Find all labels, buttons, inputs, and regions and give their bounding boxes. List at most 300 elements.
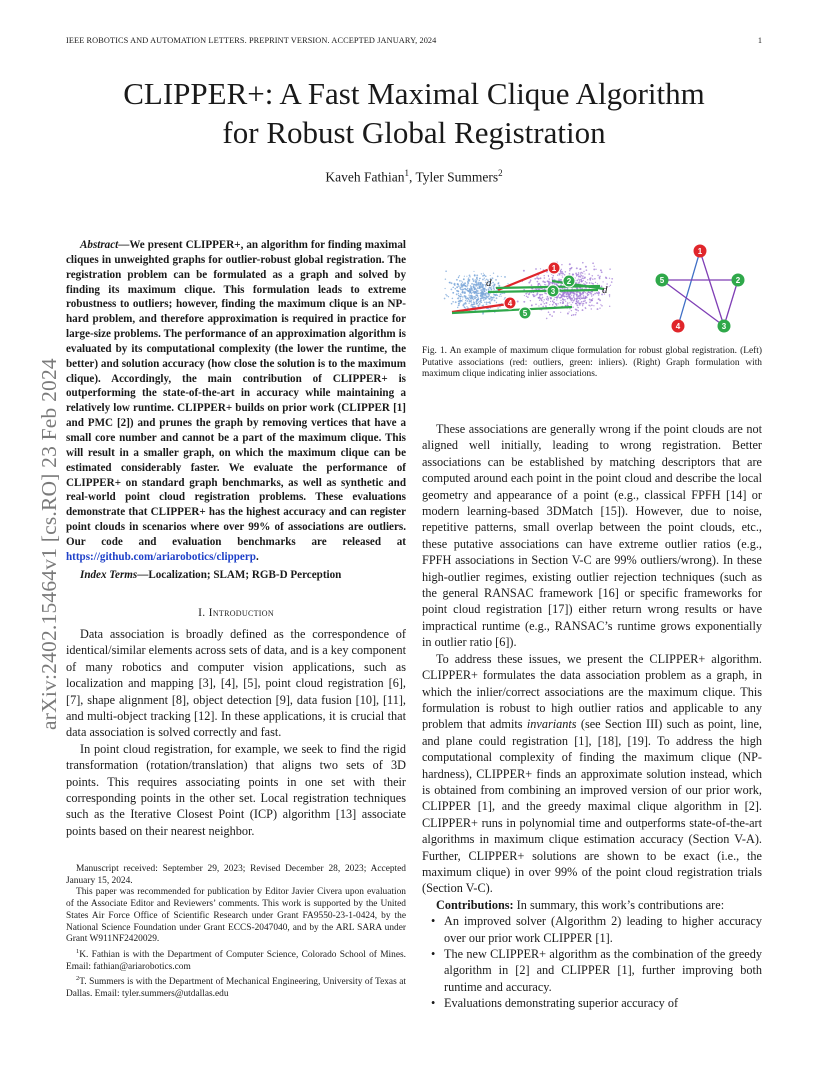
cloud-point [596, 302, 598, 304]
cloud-point [445, 278, 446, 279]
cloud-point [581, 279, 582, 280]
cloud-point [458, 295, 459, 296]
cloud-point [601, 271, 603, 273]
cloud-point [609, 278, 610, 279]
cloud-point [464, 282, 466, 284]
section-numeral: I. [198, 606, 209, 619]
cloud-point [585, 266, 587, 268]
cloud-point [556, 305, 557, 306]
cloud-point [465, 289, 467, 291]
cloud-point [484, 302, 485, 303]
cloud-point [469, 276, 470, 277]
cloud-point [480, 293, 482, 295]
cloud-point [462, 296, 464, 298]
inlier-association [488, 290, 598, 292]
cloud-point [474, 288, 476, 290]
cloud-point [574, 298, 576, 300]
code-link[interactable]: https://github.com/ariarobotics/clipperp [66, 550, 256, 563]
cloud-point [471, 283, 472, 284]
cloud-point [531, 284, 533, 286]
cloud-point [549, 304, 550, 305]
svg-text:4: 4 [507, 299, 513, 308]
cloud-point [591, 299, 593, 301]
cloud-point [544, 281, 546, 283]
cloud-point [554, 283, 556, 285]
cloud-point [527, 296, 529, 298]
cloud-point [452, 298, 454, 300]
cloud-point [553, 298, 555, 300]
cloud-point [497, 295, 498, 296]
cloud-point [580, 299, 581, 300]
cloud-point [479, 278, 481, 280]
cloud-point [466, 289, 468, 291]
cloud-point [478, 290, 479, 291]
svg-text:4: 4 [675, 322, 681, 331]
svg-text:1: 1 [551, 264, 557, 273]
list-item: • An improved solver (Algorithm 2) leading to higher accuracy over our prior work CLIPPER [1]. [444, 913, 762, 946]
arxiv-stamp: arXiv:2402.15464v1 [cs.RO] 23 Feb 2024 [37, 358, 61, 730]
marker-4 [504, 297, 516, 309]
footnote-mark: 1 [76, 947, 80, 955]
cloud-point [579, 279, 581, 281]
cloud-point [475, 282, 476, 283]
cloud-point [548, 281, 550, 283]
cloud-point [583, 291, 584, 292]
cloud-point [457, 283, 459, 285]
cloud-point [580, 268, 582, 270]
cloud-point [560, 294, 562, 296]
cloud-point [562, 298, 564, 300]
cloud-point [539, 294, 541, 296]
cloud-point [482, 297, 484, 299]
cloud-point [562, 271, 563, 272]
cloud-point [586, 282, 588, 284]
cloud-point [535, 295, 536, 296]
cloud-point [581, 281, 583, 283]
cloud-point [571, 304, 572, 305]
cloud-point [571, 315, 572, 316]
cloud-point [494, 289, 495, 290]
cloud-point [489, 295, 490, 296]
cloud-point [538, 283, 539, 284]
cloud-point [589, 282, 591, 284]
cloud-point [544, 299, 545, 300]
cloud-point [579, 304, 580, 305]
cloud-point [468, 288, 470, 290]
cloud-point [582, 293, 584, 295]
cloud-point [454, 283, 456, 285]
cloud-point [526, 296, 527, 297]
cloud-point [459, 280, 461, 282]
cloud-point [598, 294, 600, 296]
cloud-point [561, 297, 563, 299]
cloud-point [572, 293, 574, 295]
cloud-point [556, 283, 558, 285]
page-number: 1 [757, 36, 762, 45]
cloud-point [471, 304, 473, 306]
cloud-point [492, 299, 493, 300]
cloud-point [445, 294, 446, 295]
cloud-point [507, 283, 508, 284]
cloud-point [458, 303, 460, 305]
cloud-point [500, 293, 502, 295]
cloud-point [580, 293, 581, 294]
cloud-point [602, 281, 603, 282]
cloud-point [538, 297, 540, 299]
cloud-point [486, 303, 488, 305]
cloud-point [611, 278, 613, 280]
cloud-point [573, 314, 575, 316]
cloud-point [553, 311, 555, 313]
cloud-point [454, 288, 456, 290]
cloud-point [595, 269, 596, 270]
cloud-point [469, 275, 471, 277]
cloud-point [540, 304, 542, 306]
author-name: Kaveh Fathian [325, 169, 405, 185]
cloud-point [584, 297, 586, 299]
cloud-point [492, 282, 494, 284]
cloud-point [470, 295, 471, 296]
cloud-point [541, 300, 543, 302]
cloud-point [465, 292, 466, 293]
cloud-point [463, 304, 465, 306]
cloud-point [585, 302, 587, 304]
cloud-point [547, 296, 549, 298]
cloud-point [566, 296, 568, 298]
cloud-point [491, 277, 493, 279]
paragraph: These associations are generally wrong if the point clouds are not aligned well initially, leading to wrong registration. Better associations can be established by matching descriptors that are computed around each point in the point cloud and describe the local geometry and appearance of a point (e.g., classical FPFH [14] or modern learning-based 3DMatch [15]). However, due to noise, repetitive patterns, small overlap between the point clouds, etc., these putative associations can have extreme outlier ratios (e.g., FPFH associations in Section V-C are 99% outliers/wrong). In these high-outlier regimes, existing outlier rejection techniques (such as the general RANSAC framework [16] or specific frameworks for point cloud registration [17]) either return wrong results or have impractical runtime (e.g., RANSAC’s runtime grows exponentially in outlier ratio [6]). [422, 422, 762, 650]
cloud-point [572, 273, 574, 275]
cloud-point [495, 294, 496, 295]
cloud-point [561, 269, 562, 270]
cloud-point [546, 318, 548, 320]
right-column-text [422, 421, 762, 1012]
cloud-point [583, 271, 584, 272]
cloud-point [484, 278, 485, 279]
cloud-point [583, 301, 585, 303]
graph-node-1 [694, 245, 707, 258]
cloud-point [488, 289, 490, 291]
cloud-point [524, 295, 525, 296]
cloud-point [578, 272, 580, 274]
cloud-point [543, 301, 544, 302]
footnote-text: K. Fathian is with the Department of Computer Science, Colorado School of Mines. Email: fathian@ariarobotics.com [66, 950, 406, 972]
cloud-point [462, 299, 463, 300]
point-label: d [602, 284, 608, 296]
cloud-point [582, 277, 584, 279]
cloud-point [499, 296, 500, 297]
cloud-point [609, 296, 610, 297]
cloud-point [459, 287, 460, 288]
cloud-point [572, 307, 573, 308]
cloud-point [490, 298, 491, 299]
cloud-point [569, 308, 570, 309]
cloud-point [482, 279, 484, 281]
cloud-point [517, 301, 519, 303]
cloud-point [540, 277, 542, 279]
cloud-point [543, 289, 544, 290]
cloud-point [545, 302, 547, 304]
cloud-point [552, 277, 554, 279]
cloud-point [576, 301, 577, 302]
cloud-point [470, 298, 471, 299]
abstract-label: Abstract [80, 239, 119, 251]
marker-1 [548, 262, 560, 274]
cloud-point [588, 294, 590, 296]
cloud-point [483, 284, 484, 285]
cloud-point [610, 285, 611, 286]
cloud-point [547, 298, 549, 300]
svg-text:3: 3 [721, 322, 727, 331]
cloud-point [468, 290, 470, 292]
cloud-point [596, 292, 597, 293]
cloud-point [551, 282, 553, 284]
cloud-point [486, 289, 487, 290]
cloud-point [558, 273, 560, 275]
cloud-point [498, 285, 500, 287]
footnote-affiliation-2 [66, 973, 406, 1001]
cloud-point [586, 269, 588, 271]
footnote-text: T. Summers is with the Department of Mechanical Engineering, University of Texas at Dallas. Email: tyler.summers@utdallas.edu [66, 977, 406, 1000]
cloud-point [575, 314, 577, 316]
cloud-point [579, 280, 581, 282]
cloud-point [583, 280, 584, 281]
title-line-1: CLIPPER+: A Fast Maximal Clique Algorithm [123, 76, 705, 111]
cloud-point [451, 282, 453, 284]
cloud-point [582, 305, 583, 306]
cloud-point [582, 272, 583, 273]
cloud-point [547, 280, 549, 282]
cloud-point [525, 293, 527, 295]
cloud-point [490, 275, 491, 276]
cloud-point [465, 300, 466, 301]
cloud-point [538, 278, 540, 280]
cloud-point [597, 308, 599, 310]
cloud-point [569, 311, 570, 312]
cloud-point [489, 301, 491, 303]
cloud-point [460, 298, 461, 299]
footnotes [66, 864, 406, 1001]
cloud-point [580, 276, 582, 278]
cloud-point [581, 298, 582, 299]
cloud-point [477, 305, 479, 307]
cloud-point [476, 302, 477, 303]
cloud-point [472, 292, 474, 294]
cloud-point [580, 272, 582, 274]
cloud-point [591, 295, 593, 297]
cloud-point [571, 298, 573, 300]
cloud-point [469, 279, 471, 281]
cloud-point [477, 299, 478, 300]
footnote-recommended: This paper was recommended for publication by Editor Javier Civera upon evaluation of the Associate Editor and Reviewers’ comments. This work is supported by the United States Air Force Office of Scientific Research under Grant FA9550-23-1-0424, by the National Science Foundation under Grant ECCS-2047040, and by the ARL SARA under Grant W911NF2420029. [66, 887, 406, 945]
cloud-point [469, 290, 471, 292]
cloud-point [542, 297, 544, 299]
cloud-point [553, 302, 555, 304]
svg-text:2: 2 [735, 276, 741, 285]
svg-text:5: 5 [659, 276, 665, 285]
cloud-point [483, 299, 484, 300]
cloud-point [482, 305, 484, 307]
cloud-point [567, 304, 569, 306]
cloud-point [452, 301, 454, 303]
cloud-point [474, 298, 475, 299]
cloud-point [461, 300, 463, 302]
graph-node-2 [732, 274, 745, 287]
point-label: d [486, 277, 492, 289]
cloud-point [469, 292, 471, 294]
cloud-point [592, 278, 594, 280]
cloud-point [589, 299, 591, 301]
cloud-point [480, 295, 482, 297]
cloud-point [460, 289, 462, 291]
cloud-point [564, 274, 566, 276]
cloud-point [539, 300, 540, 301]
author-list [66, 168, 762, 186]
cloud-point [470, 305, 471, 306]
cloud-point [461, 292, 463, 294]
cloud-point [456, 279, 458, 281]
cloud-point [593, 305, 594, 306]
cloud-point [494, 300, 496, 302]
cloud-point [549, 278, 550, 279]
cloud-point [574, 300, 575, 301]
cloud-point [561, 264, 562, 265]
cloud-point [479, 303, 481, 305]
cloud-point [552, 304, 554, 306]
cloud-point [576, 312, 577, 313]
cloud-point [564, 288, 565, 289]
cloud-point [540, 298, 541, 299]
graph-edge [678, 251, 700, 326]
cloud-point [473, 302, 474, 303]
cloud-point [537, 284, 539, 286]
cloud-point [546, 299, 547, 300]
cloud-point [473, 271, 474, 272]
cloud-point [498, 282, 500, 284]
svg-text:1: 1 [697, 247, 703, 256]
paragraph [422, 897, 762, 913]
cloud-point [579, 298, 581, 300]
cloud-point [545, 305, 547, 307]
cloud-point [592, 262, 594, 264]
cloud-point [587, 279, 588, 280]
cloud-point [544, 284, 545, 285]
cloud-point [597, 275, 599, 277]
cloud-point [464, 295, 466, 297]
cloud-point [479, 280, 480, 281]
cloud-point [566, 293, 568, 295]
cloud-point [458, 277, 459, 278]
cloud-point [444, 288, 445, 289]
cloud-point [548, 283, 549, 284]
cloud-point [451, 289, 453, 291]
cloud-point [577, 310, 579, 312]
cloud-point [536, 293, 538, 295]
cloud-point [485, 299, 486, 300]
cloud-point [493, 296, 495, 298]
cloud-point [595, 282, 596, 283]
cloud-point [588, 305, 590, 307]
cloud-point [469, 300, 471, 302]
cloud-point [585, 292, 586, 293]
paragraph: In point cloud registration, for example, we seek to find the rigid transformation (rotation/translation) that aligns two sets of 3D points. This requires associating points in one set with their corresponding points in the other set. Local registration techniques such as the Iterative Closest Point (ICP) algorithm [13] associate points based on their nearest neighbor. [66, 741, 406, 838]
cloud-point [585, 307, 586, 308]
cloud-point [474, 274, 476, 276]
cloud-point [588, 273, 590, 275]
cloud-point [456, 293, 458, 295]
cloud-point [571, 267, 573, 269]
cloud-point [538, 305, 539, 306]
affiliation-mark: 1 [404, 168, 409, 178]
cloud-point [550, 298, 551, 299]
cloud-point [473, 280, 475, 282]
contributions-label: Contributions: [436, 897, 514, 912]
cloud-point [464, 307, 466, 309]
cloud-point [592, 298, 593, 299]
cloud-point [463, 292, 464, 293]
graph-edge [662, 280, 724, 326]
cloud-point [600, 304, 601, 305]
cloud-point [535, 304, 537, 306]
marker-2 [563, 275, 575, 287]
cloud-point [557, 303, 558, 304]
cloud-point [474, 292, 476, 294]
cloud-point [546, 298, 547, 299]
cloud-point [472, 279, 473, 280]
cloud-point [466, 306, 467, 307]
cloud-point [571, 295, 572, 296]
cloud-point [549, 314, 551, 316]
cloud-point [577, 307, 578, 308]
cloud-point [583, 278, 585, 280]
cloud-point [594, 266, 595, 267]
cloud-point [567, 302, 569, 304]
cloud-point [550, 282, 552, 284]
cloud-point [570, 293, 571, 294]
cloud-point [582, 275, 584, 277]
cloud-point [453, 292, 454, 293]
cloud-point [576, 267, 578, 269]
author-name: Tyler Summers [415, 169, 499, 185]
list-item: • The new CLIPPER+ algorithm as the combination of the greedy algorithm in [2] and CLIPPER [1], further improving both runtime and accuracy. [444, 946, 762, 995]
text-run: In summary, this work’s contributions are: [513, 897, 725, 912]
abstract [66, 238, 406, 565]
cloud-point [611, 281, 613, 283]
cloud-point [588, 291, 590, 293]
cloud-point [576, 293, 577, 294]
cloud-point [476, 300, 477, 301]
cloud-point [477, 285, 478, 286]
cloud-point [583, 295, 585, 297]
cloud-point [476, 290, 477, 291]
cloud-point [561, 275, 562, 276]
cloud-point [599, 292, 600, 293]
paper-title [66, 74, 762, 152]
cloud-point [472, 307, 473, 308]
cloud-point [488, 298, 490, 300]
cloud-point [609, 286, 610, 287]
cloud-point [463, 278, 464, 279]
running-header: IEEE ROBOTICS AND AUTOMATION LETTERS. PREPRINT VERSION. ACCEPTED JANUARY, 2024 [66, 36, 437, 45]
cloud-point [560, 300, 561, 301]
cloud-point [499, 306, 500, 307]
cloud-point [452, 287, 453, 288]
cloud-point [600, 269, 602, 271]
cloud-point [599, 308, 600, 309]
cloud-point [581, 301, 583, 303]
cloud-point [534, 278, 536, 280]
cloud-point [486, 297, 488, 299]
